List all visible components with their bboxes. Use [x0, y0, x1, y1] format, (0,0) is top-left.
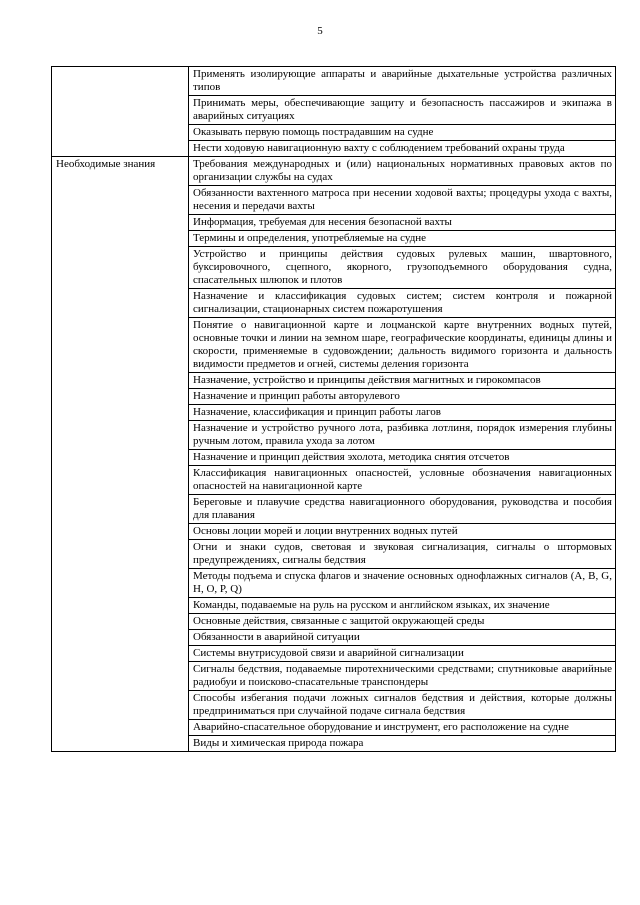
requirement-cell: Назначение, устройство и принципы действия магнитных и гирокомпасов	[189, 373, 616, 389]
requirement-cell: Назначение и принцип работы авторулевого	[189, 389, 616, 405]
requirement-cell: Системы внутрисудовой связи и аварийной сигнализации	[189, 646, 616, 662]
requirement-cell: Термины и определения, употребляемые на судне	[189, 231, 616, 247]
requirement-cell: Требования международных и (или) национальных нормативных правовых актов по организации службы на судах	[189, 157, 616, 186]
table-row	[52, 157, 616, 186]
requirement-cell: Назначение и устройство ручного лота, разбивка лотлиня, порядок измерения глубины ручным лотом, правила ухода за лотом	[189, 421, 616, 450]
requirement-cell: Способы избегания подачи ложных сигналов бедствия и действия, которые должны предприниматься при случайной подаче сигнала бедствия	[189, 691, 616, 720]
page-number: 5	[317, 25, 323, 37]
requirement-cell: Методы подъема и спуска флагов и значение основных однофлажных сигналов (A, B, G, H, O, P, Q)	[189, 569, 616, 598]
requirement-cell: Виды и химическая природа пожара	[189, 736, 616, 752]
requirement-cell: Основы лоции морей и лоции внутренних водных путей	[189, 524, 616, 540]
requirement-cell: Береговые и плавучие средства навигационного оборудования, руководства и пособия для плавания	[189, 495, 616, 524]
requirement-cell: Назначение, классификация и принцип работы лагов	[189, 405, 616, 421]
requirement-cell: Назначение и классификация судовых систем; систем контроля и пожарной сигнализации, стационарных систем пожаротушения	[189, 289, 616, 318]
requirement-cell: Аварийно-спасательное оборудование и инструмент, его расположение на судне	[189, 720, 616, 736]
table-body	[52, 67, 616, 752]
requirement-cell: Оказывать первую помощь пострадавшим на судне	[189, 125, 616, 141]
requirement-cell: Обязанности вахтенного матроса при несении ходовой вахты; процедуры ухода с вахты, несения и передачи вахты	[189, 186, 616, 215]
requirement-cell: Основные действия, связанные с защитой окружающей среды	[189, 614, 616, 630]
category-cell: Необходимые знания	[52, 157, 189, 752]
requirement-cell: Информация, требуемая для несения безопасной вахты	[189, 215, 616, 231]
requirement-cell: Устройство и принципы действия судовых рулевых машин, швартовного, буксировочного, сцепного, якорного, грузоподъемного оборудования судна, спасательных шлюпок и плотов	[189, 247, 616, 289]
requirement-cell: Нести ходовую навигационную вахту с соблюдением требований охраны труда	[189, 141, 616, 157]
requirement-cell: Огни и знаки судов, световая и звуковая сигнализация, сигналы о штормовых предупреждениях, сигналы бедствия	[189, 540, 616, 569]
category-cell	[52, 67, 189, 157]
requirement-cell: Принимать меры, обеспечивающие защиту и безопасность пассажиров и экипажа в аварийных ситуациях	[189, 96, 616, 125]
requirements-table	[51, 66, 616, 752]
requirement-cell: Сигналы бедствия, подаваемые пиротехническими средствами; спутниковые аварийные радиобуи и поисково-спасательные транспондеры	[189, 662, 616, 691]
table-row	[52, 67, 616, 96]
requirement-cell: Обязанности в аварийной ситуации	[189, 630, 616, 646]
requirement-cell: Понятие о навигационной карте и лоцманской карте внутренних водных путей, основные точки и линии на земном шаре, географические координаты, единицы длины и скорости, применяемые в судовождении; дальность видимого горизонта и дальность видимости предметов и огней, системы деления горизонта	[189, 318, 616, 373]
requirement-cell: Назначение и принцип действия эхолота, методика снятия отсчетов	[189, 450, 616, 466]
requirement-cell: Команды, подаваемые на руль на русском и английском языках, их значение	[189, 598, 616, 614]
requirement-cell: Классификация навигационных опасностей, условные обозначения навигационных опасностей на навигационной карте	[189, 466, 616, 495]
requirement-cell: Применять изолирующие аппараты и аварийные дыхательные устройства различных типов	[189, 67, 616, 96]
